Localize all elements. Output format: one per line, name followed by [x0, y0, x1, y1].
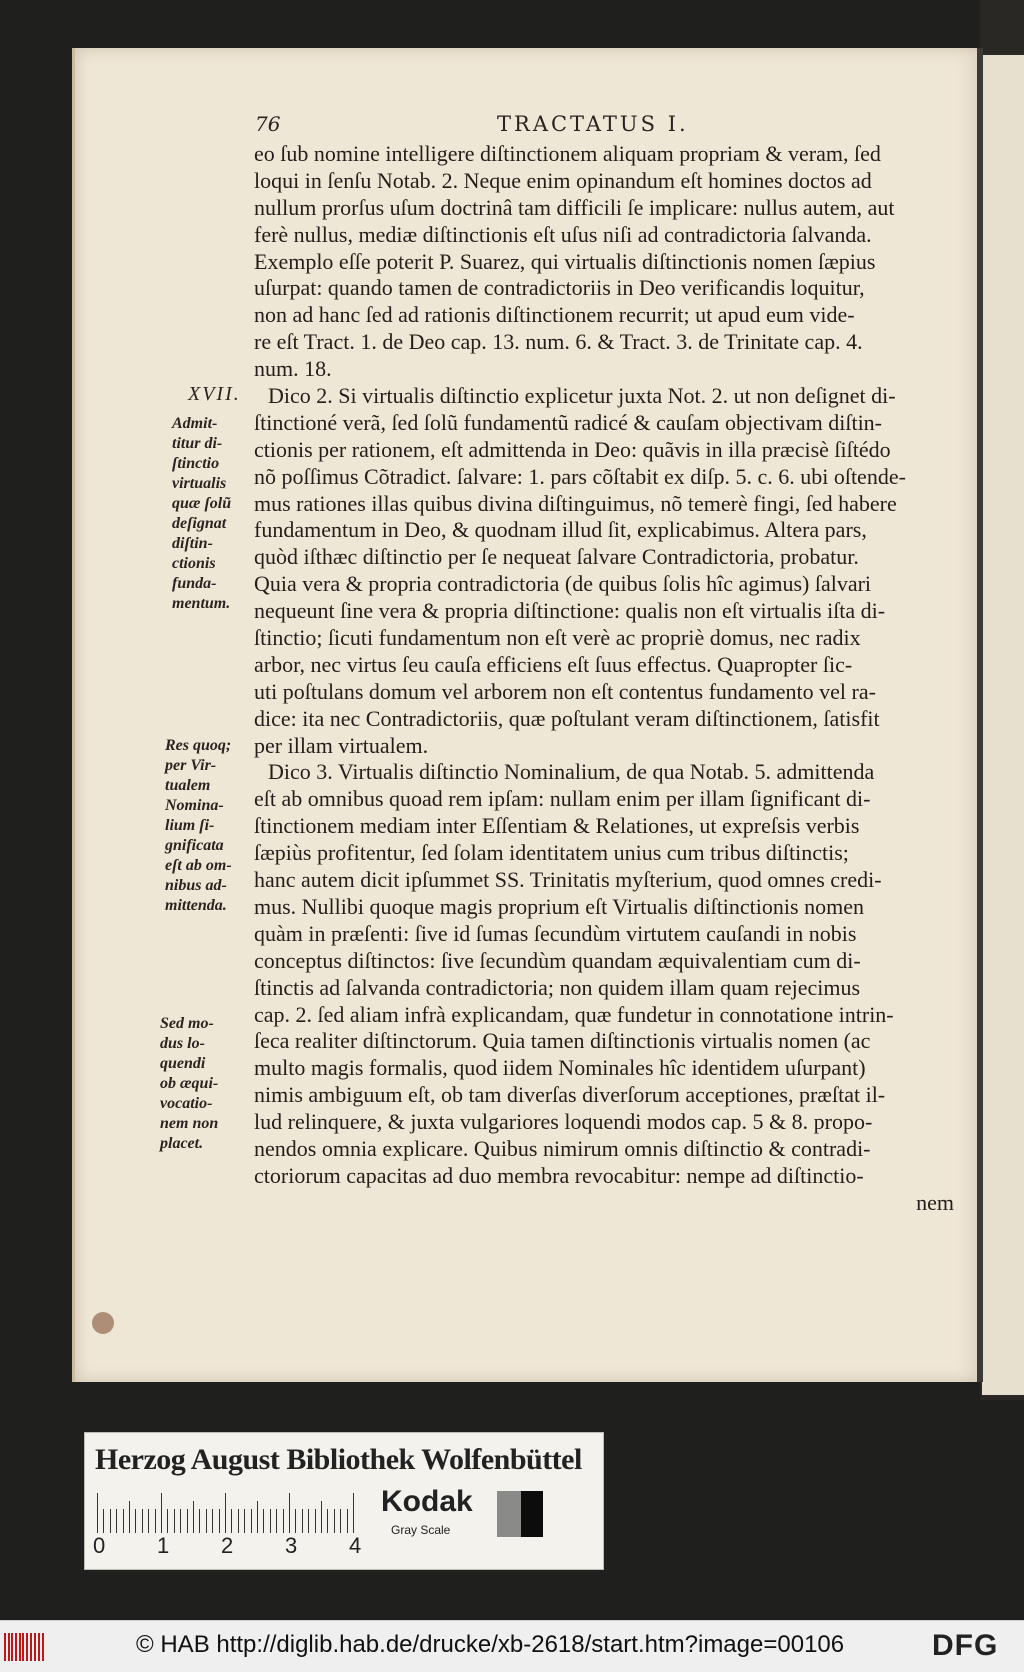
- text-line: Dico 3. Virtualis diſtinctio Nominalium, de qua Notab. 5. admittenda: [268, 759, 875, 785]
- text-line: fundamentum in Deo, & quodnam illud ſit, explicabimus. Altera pars,: [254, 517, 867, 543]
- credit-link[interactable]: © HAB http://diglib.hab.de/drucke/xb-2618/start.htm?image=00106: [136, 1631, 845, 1658]
- text-line: ſtinctionem mediam inter Eſſentiam & Relationes, ut expreſsis verbis: [254, 813, 860, 839]
- text-line: Exemplo eſſe poterit P. Suarez, qui virtualis diſtinctionis nomen ſæpius: [254, 248, 876, 274]
- text-line: nullum prorſus uſum doctrinâ tam difficili ſe implicare: nullus autem, aut: [254, 194, 895, 220]
- margin-note-line: deſignat: [172, 515, 227, 532]
- text-line: Dico 2. Si virtualis diſtinctio explicetur juxta Not. 2. ut non deſignet di-: [268, 383, 896, 409]
- margin-note-line: nibus ad-: [165, 877, 227, 894]
- margin-note-line: ctionis: [172, 555, 216, 572]
- text-line: ſeca realiter diſtinctorum. Quia tamen diſtinctionis virtualis nomen (ac: [254, 1028, 871, 1054]
- margin-note-line: per Vir-: [165, 757, 217, 774]
- page-stain: [92, 1312, 114, 1334]
- scale-number: 2: [221, 1533, 234, 1558]
- text-line: per illam virtualem.: [254, 732, 429, 758]
- text-line: ctionis per rationem, eſt admittenda in Deo: quãvis in illa præcisè ſiſtédo: [254, 436, 891, 462]
- footer-bar: [0, 1620, 1024, 1672]
- text-line: eſt ab omnibus quoad rem ipſam: nullam enim per illam ſignificant di-: [254, 786, 871, 812]
- margin-note-line: placet.: [160, 1135, 204, 1152]
- text-line: ſæpiùs profitentur, ſed ſolam identitatem unius cum tribus diſtinctis;: [254, 840, 849, 866]
- margin-note-2: [165, 736, 257, 916]
- margin-note-line: eſt ab om-: [165, 857, 232, 874]
- text-line: dice: ita nec Contradictoriis, quæ poſtulant veram diſtinctionem, ſatisfit: [254, 705, 880, 731]
- scale-numbers: [93, 1533, 373, 1561]
- margin-note-line: dus lo-: [160, 1035, 205, 1052]
- scale-number: 4: [349, 1533, 362, 1558]
- text-line: quòd iſthæc diſtinctio per ſe nequeat ſalvare Contradictoria, probatur.: [254, 544, 859, 570]
- margin-note-line: diſtin-: [172, 535, 213, 552]
- barcode-icon: [4, 1633, 46, 1661]
- margin-note-line: gnificata: [165, 837, 224, 854]
- margin-note-line: quendi: [160, 1055, 206, 1072]
- text-line: nendos omnia explicare. Quibus nimirum omnis diſtinctio & contradi-: [254, 1135, 871, 1161]
- text-line: ſtinctis ad ſalvanda contradictoria; non quidem illam quam rejecimus: [254, 974, 861, 1000]
- margin-note-line: ob æqui-: [160, 1075, 219, 1092]
- margin-note-line: vocatio-: [160, 1095, 213, 1112]
- kodak-logo: Kodak: [381, 1485, 473, 1518]
- text-line: hanc autem dicit ipſummet SS. Trinitatis myſterium, quod omnes credi-: [254, 867, 882, 893]
- text-line: eo ſub nomine intelligere diſtinctionem aliquam propriam & veram, ſed: [254, 141, 881, 166]
- color-calibration-card: [84, 1432, 604, 1570]
- text-line: quàm in præſenti: ſive id ſumas ſecundùm virtutem cauſandi in nobis: [254, 920, 857, 946]
- margin-note-line: Admit-: [172, 415, 218, 432]
- text-line: ſtinctio; ſicuti fundamentum non eſt verè ac propriè domus, nec radix: [254, 625, 861, 651]
- text-line: re eſt Tract. 1. de Deo cap. 13. num. 6. & Tract. 3. de Trinitate cap. 4.: [254, 329, 863, 355]
- dfg-logo: DFG: [932, 1629, 999, 1662]
- text-line: arbor, nec virtus ſeu cauſa efficiens eſt ſuus effectus. Quapropter ſic-: [254, 651, 853, 677]
- text-line: non ad hanc ſed ad rationis diſtinctionem recurrit; ut apud eum vide-: [254, 302, 855, 328]
- margin-note-line: funda-: [172, 575, 217, 592]
- body-text: [254, 141, 954, 1217]
- margin-note-line: tualem: [165, 777, 211, 794]
- text-line: nõ poſſimus Cõtradict. ſalvare: 1. pars cõſtabit ex diſp. 5. c. 6. ubi oſtende-: [254, 463, 906, 489]
- text-line: uſurpat: quando tamen de contradictoriis in Deo verificandis loquitur,: [254, 275, 865, 301]
- text-line: lud relinquere, & juxta vulgariores loquendi modos cap. 5 & 8. propo-: [254, 1109, 873, 1135]
- margin-note-line: titur di-: [172, 435, 223, 452]
- text-line: mus rationes illas quibus divina diſtinguimus, nõ temerè fingi, ſed habere: [254, 490, 897, 516]
- text-line: nimis ambiguum eſt, ob tam diverſas diverſorum acceptiones, præſtat il-: [254, 1082, 886, 1108]
- margin-note-3: [160, 1014, 252, 1154]
- margin-note-line: lium ſi-: [165, 817, 215, 834]
- library-name: Herzog August Bibliothek Wolfenbüttel: [95, 1443, 582, 1476]
- scale-number: 1: [157, 1533, 170, 1558]
- gray-swatches: [497, 1491, 543, 1537]
- text-line: ferè nullus, mediæ diſtinctionis eſt uſus niſi ad contradictoria ſalvanda.: [254, 221, 872, 247]
- margin-note-line: virtualis: [172, 475, 227, 492]
- text-line: ſtinctioné verã, ſed ſolũ fundamentũ radicé & cauſam objectivam diſtin-: [254, 409, 883, 435]
- facing-page-edge: [982, 55, 1024, 1395]
- text-line: loqui in ſenſu Notab. 2. Neque enim opinandum eſt homines doctos ad: [254, 167, 872, 193]
- section-number: XVII.: [188, 383, 241, 405]
- margin-note-line: mittenda.: [165, 897, 227, 914]
- margin-note-line: Res quoq;: [165, 737, 232, 754]
- margin-note-line: Sed mo-: [160, 1015, 214, 1032]
- page-number: 76: [255, 112, 281, 136]
- margin-note-line: quæ ſolũ: [172, 495, 232, 512]
- running-head: [255, 108, 955, 140]
- margin-note-1: [172, 414, 264, 614]
- text-line: uti poſtulans domum vel arborem non eſt contentus fundamento vel ra-: [254, 678, 876, 704]
- text-line: mus. Nullibi quoque magis proprium eſt Virtualis diſtinctionis nomen: [254, 893, 864, 919]
- text-line: num. 18.: [254, 356, 332, 382]
- scale-number: 0: [93, 1533, 106, 1558]
- text-line: multo magis formalis, quod iidem Nominales hîc identidem uſurpant): [254, 1055, 866, 1081]
- text-line: nequeunt ſine vera & propria diſtinctione: qualis non eſt virtualis iſta di-: [254, 598, 886, 624]
- margin-note-line: mentum.: [172, 595, 231, 612]
- text-line: cap. 2. ſed aliam infrà explicandam, quæ fundetur in connotatione intrin-: [254, 1001, 894, 1027]
- margin-note-line: ſtinctio: [172, 455, 220, 472]
- gray-scale-label: Gray Scale: [391, 1523, 451, 1537]
- text-line: ctoriorum capacitas ad duo membra revocabitur: nempe ad diſtinctio-: [254, 1162, 864, 1188]
- scale-number: 3: [285, 1533, 298, 1558]
- running-title: TRACTATUS I.: [497, 112, 689, 136]
- text-line: nem: [916, 1189, 954, 1215]
- text-line: conceptus diſtinctos: ſive ſecundùm quandam æquivalentiam cum di-: [254, 947, 861, 973]
- margin-note-line: nem non: [160, 1115, 219, 1132]
- margin-note-line: Nomina-: [165, 797, 224, 814]
- page-gutter: [977, 48, 983, 1382]
- text-line: Quia vera & propria contradictoria (de quibus ſolis hîc agimus) ſalvari: [254, 571, 872, 597]
- scale-ruler: [97, 1491, 359, 1533]
